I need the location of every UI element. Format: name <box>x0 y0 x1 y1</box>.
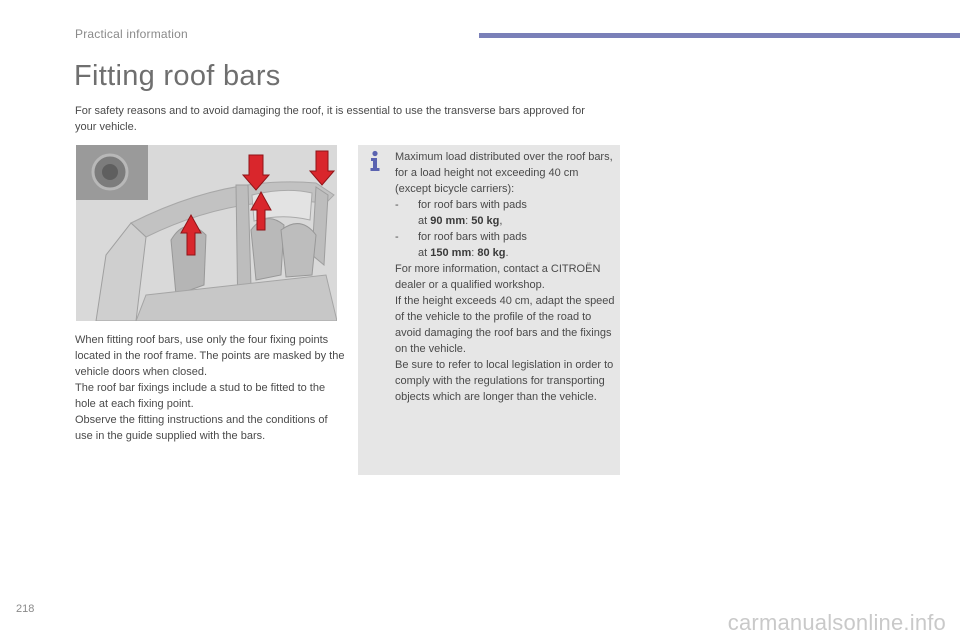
load-item-value: at 150 mm: 80 kg. <box>418 247 509 259</box>
load-item-text: for roof bars with pads <box>418 199 527 211</box>
info-intro: Maximum load distributed over the roof bars, for a load height not exceeding 40 cm (except bicycle carriers): <box>395 151 613 195</box>
page-number: 218 <box>16 603 35 615</box>
info-paragraph: For more information, contact a CITROËN dealer or a qualified workshop. <box>395 263 601 291</box>
roof-bars-illustration <box>76 145 337 321</box>
info-text <box>395 149 615 405</box>
intro-paragraph: For safety reasons and to avoid damaging the roof, it is essential to use the transverse bars approved for your vehicle. <box>75 105 585 133</box>
bullet-dash: - <box>395 231 399 243</box>
info-paragraph: Be sure to refer to local legislation in order to comply with the regulations for transporting objects which are longer than the vehicle. <box>395 359 614 403</box>
header-accent-bar <box>479 33 960 38</box>
load-item-text: for roof bars with pads <box>418 231 527 243</box>
max-load: 50 kg <box>471 215 500 227</box>
car-interior-illustration <box>76 145 337 321</box>
body-paragraph: The roof bar fixings include a stud to be fitted to the hole at each fixing point. <box>75 382 326 410</box>
load-item <box>395 229 615 261</box>
page-title: Fitting roof bars <box>74 60 281 92</box>
section-label: Practical information <box>75 27 188 41</box>
max-load: 80 kg <box>477 247 506 259</box>
body-paragraph: Observe the fitting instructions and the conditions of use in the guide supplied with the bars. <box>75 414 328 442</box>
body-paragraph: When fitting roof bars, use only the four fixing points located in the roof frame. The points are masked by the vehicle doors when closed. <box>75 334 345 378</box>
fitting-instructions <box>75 332 345 444</box>
load-item-value: at 90 mm: 50 kg, <box>418 215 503 227</box>
pad-height: 90 mm <box>430 215 466 227</box>
pad-height: 150 mm <box>430 247 472 259</box>
watermark: carmanualsonline.info <box>727 610 946 635</box>
load-item <box>395 197 615 229</box>
bullet-dash: - <box>395 199 399 211</box>
info-paragraph: If the height exceeds 40 cm, adapt the speed of the vehicle to the profile of the road to avoid damaging the roof bars and the fixings on the vehicle. <box>395 295 615 355</box>
info-icon <box>367 150 383 172</box>
